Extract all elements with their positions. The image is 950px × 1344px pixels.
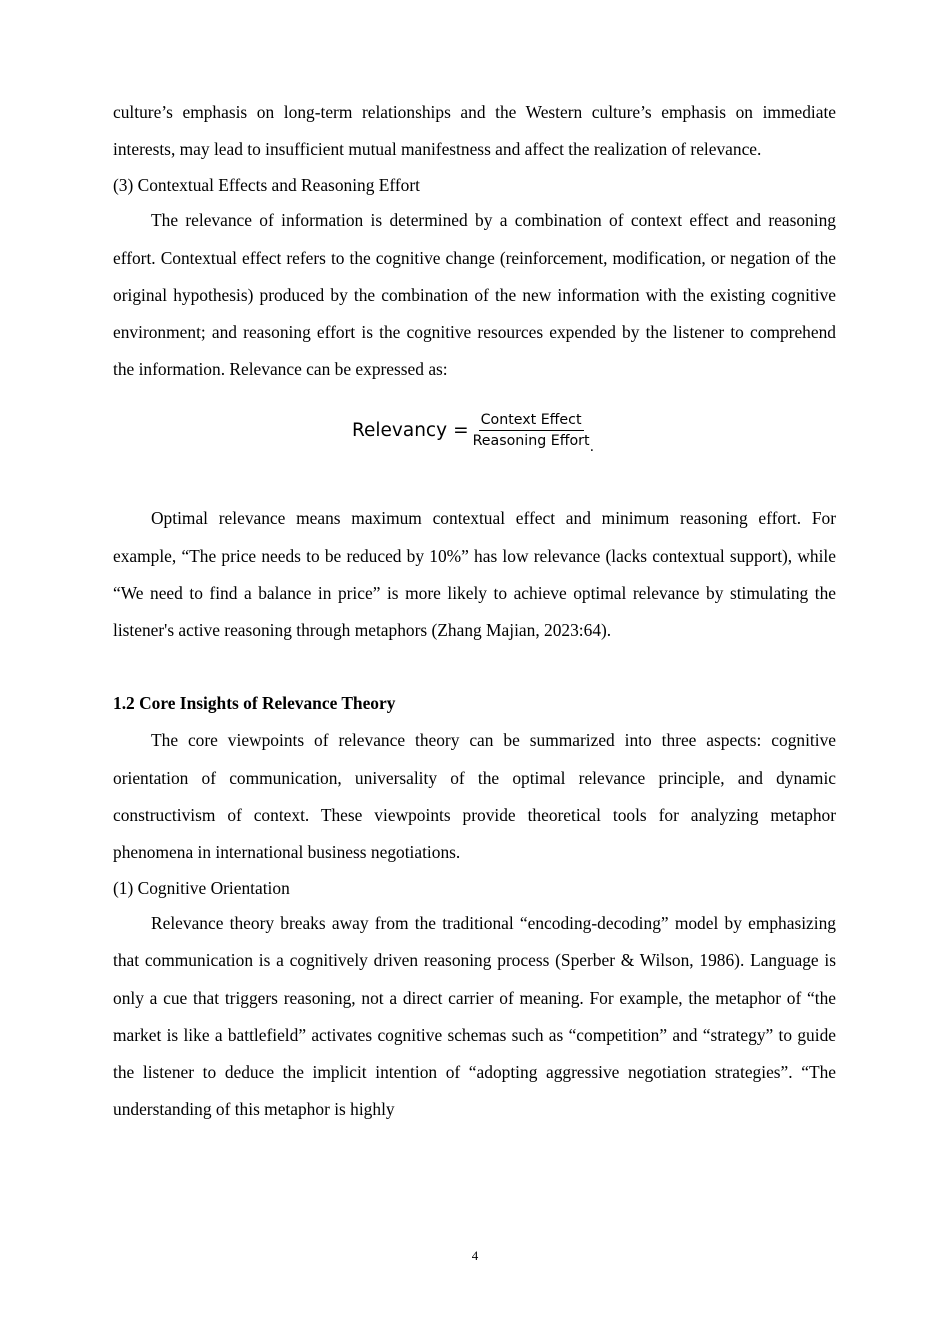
document-page: [113, 94, 836, 1128]
formula-lhs: Relevancy: [352, 420, 448, 442]
formula-denominator: Reasoning Effort: [472, 433, 590, 450]
formula-fraction: [473, 412, 590, 449]
subheading-cognitive-orientation: (1) Cognitive Orientation: [113, 878, 290, 899]
paragraph-4: The core viewpoints of relevance theory can be summarized into three aspects: cognitive orientation of communication, universality of the optimal relevance principle, and dynamic constructivism of context. These viewpoints provide theoretical tools for analyzing metaphor phenomena in international business negotiations.: [113, 730, 836, 863]
section-heading: 1.2 Core Insights of Relevance Theory: [113, 693, 396, 714]
formula-equals: =: [453, 420, 469, 442]
paragraph-5: Relevance theory breaks away from the traditional “encoding-decoding” model by emphasizing that communication is a cognitively driven reasoning process (Sperber & Wilson, 1986). Language is only a cue that triggers reasoning, not a direct carrier of meaning. For example, the metaphor of “the market is like a battlefield” activates cognitive schemas such as “competition” and “strategy” to guide the listener to deduce the implicit intention of “adopting aggressive negotiation strategies”. “The understanding of this metaphor is highly: [113, 913, 836, 1120]
paragraph-2: The relevance of information is determined by a combination of context effect and reasoning effort. Contextual effect refers to the cognitive change (reinforcement, modification, or negation of the original hypothesis) produced by the combination of the new information with the existing cognitive environment; and reasoning effort is the cognitive resources expended by the listener to comprehend the information. Relevance can be expressed as:: [113, 210, 836, 380]
page-number: 4: [471, 1248, 479, 1263]
formula-period: .: [589, 439, 595, 456]
relevancy-formula: [113, 388, 836, 500]
formula-numerator: Context Effect: [479, 412, 584, 431]
paragraph-1: culture’s emphasis on long-term relationships and the Western culture’s emphasis on immediate interests, may lead to insufficient mutual manifestness and affect the realization of relevance.: [113, 102, 836, 160]
paragraph-3: Optimal relevance means maximum contextual effect and minimum reasoning effort. For example, “The price needs to be reduced by 10%” has low relevance (lacks contextual support), while “We need to find a balance in price” is more likely to achieve optimal relevance by stimulating the listener's active reasoning through metaphors (Zhang Majian, 2023:64).: [113, 508, 836, 641]
subheading-contextual-effects: (3) Contextual Effects and Reasoning Effort: [113, 175, 420, 196]
